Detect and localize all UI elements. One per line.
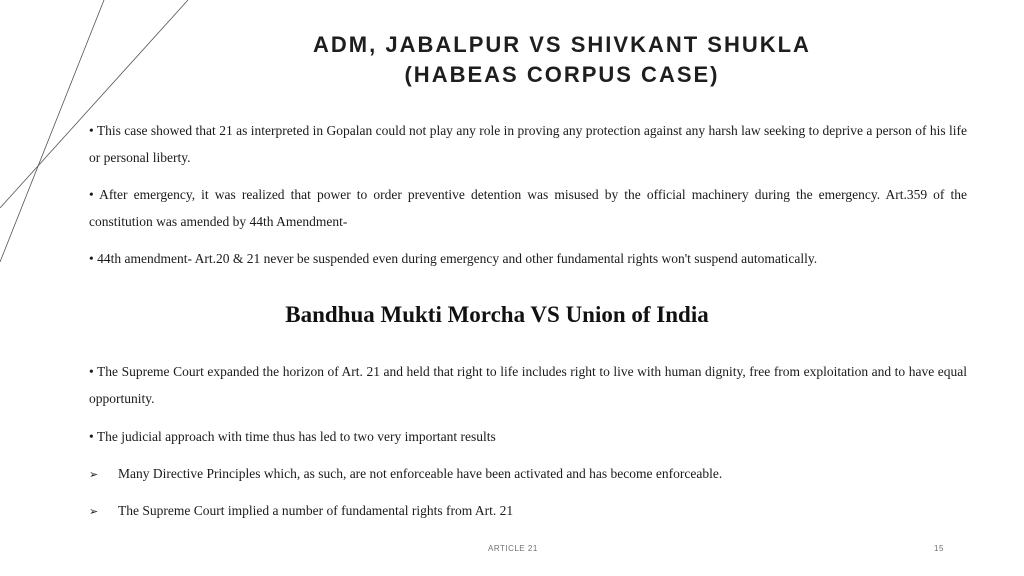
bullet-paragraph: • 44th amendment- Art.20 & 21 never be suspended even during emergency and other fundamental rights won't suspend automatically.	[89, 251, 818, 266]
title-line-2: (HABEAS CORPUS CASE)	[404, 62, 720, 87]
footer-label: ARTICLE 21	[488, 544, 538, 553]
section-heading: Bandhua Mukti Morcha VS Union of India	[285, 302, 709, 327]
arrow-bullet-icon: ➢	[89, 468, 99, 481]
arrow-list-item	[89, 462, 967, 487]
bullet-paragraph: • The judicial approach with time thus has led to two very important results	[89, 429, 496, 444]
arrow-bullet-icon: ➢	[89, 505, 99, 518]
arrow-item-text: Many Directive Principles which, as such, are not enforceable have been activated and has become enforceable.	[118, 466, 723, 481]
title-line-1: ADM, JABALPUR VS SHIVKANT SHUKLA	[313, 32, 811, 57]
bullet-paragraph: • After emergency, it was realized that power to order preventive detention was misused by the official machinery during the emergency. Art.359 of the constitution was amended by 44th Amendment-	[89, 187, 967, 229]
arrow-item-text: The Supreme Court implied a number of fundamental rights from Art. 21	[118, 503, 514, 518]
arrow-list-item	[89, 499, 967, 524]
bullet-paragraph: • This case showed that 21 as interpreted in Gopalan could not play any role in proving any protection against any harsh law seeking to deprive a person of his life or personal liberty.	[89, 123, 967, 165]
slide-title	[240, 30, 884, 90]
bullet-paragraph: • The Supreme Court expanded the horizon of Art. 21 and held that right to life includes right to live with human dignity, free from exploitation and to have equal opportunity.	[89, 364, 967, 406]
page-number: 15	[934, 544, 944, 553]
decorative-line	[0, 0, 188, 208]
